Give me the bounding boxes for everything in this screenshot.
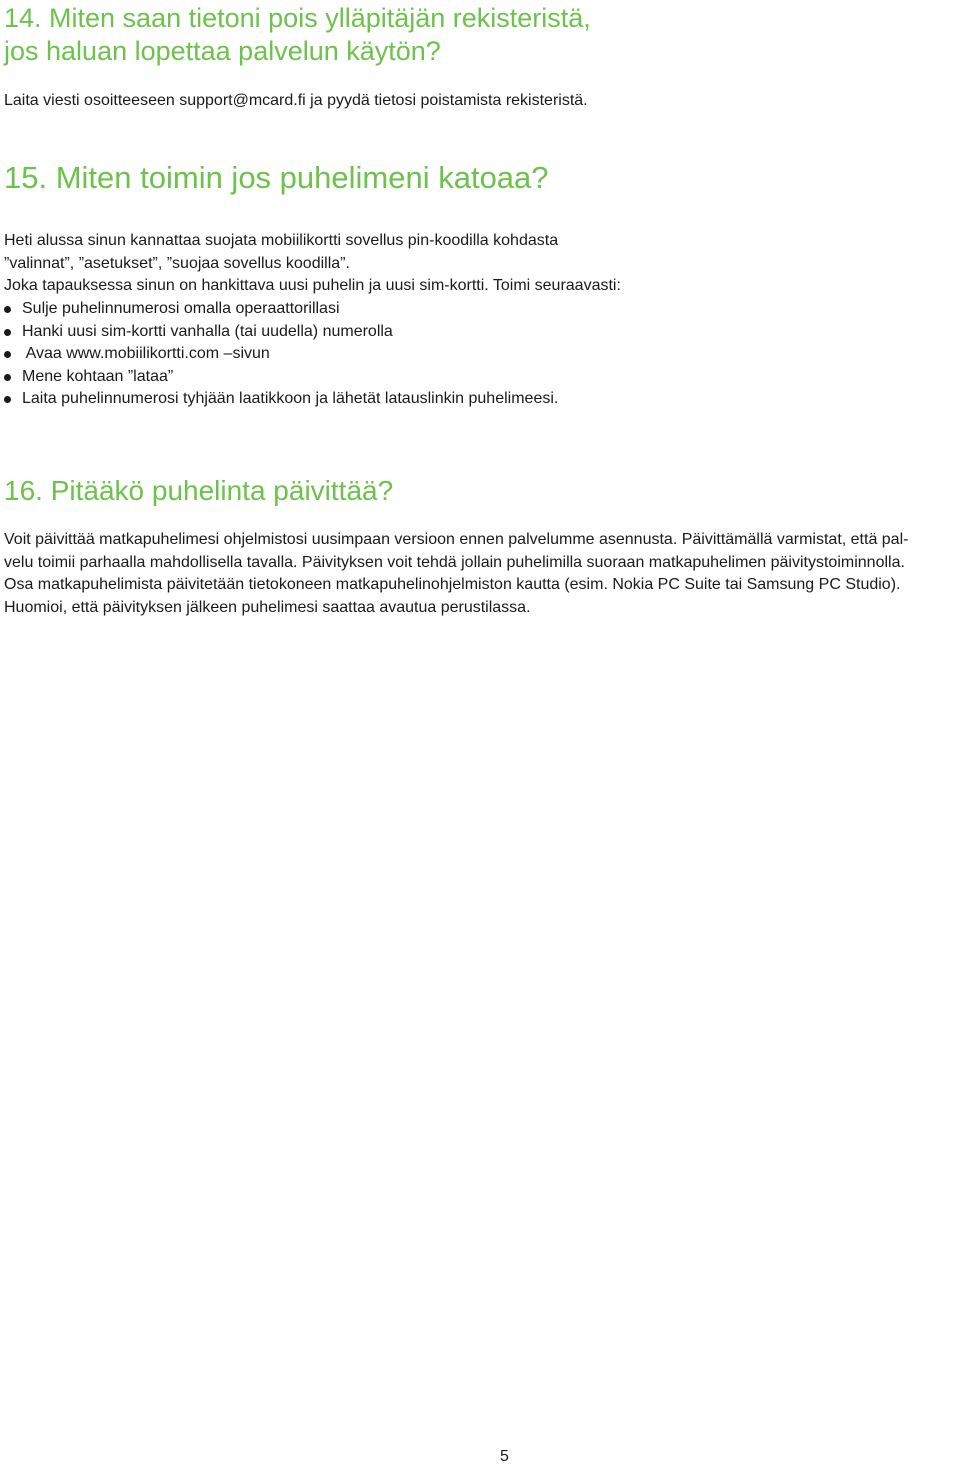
section-16-line: Voit päivittää matkapuhelimesi ohjelmistosi uusimpaan versioon ennen palvelumme asennusta. Päivittämällä varmistat, että pal- (4, 531, 909, 548)
list-item (4, 298, 558, 321)
section-14-body: Laita viesti osoitteeseen support@mcard.fi ja pyydä tietosi poistamista rekisteristä. (4, 92, 588, 109)
list-item-text: Mene kohtaan ”lataa” (22, 367, 174, 385)
list-item-text: Sulje puhelinnumerosi omalla operaattorillasi (22, 300, 340, 317)
bullet-icon (4, 351, 11, 358)
section-16-line: Huomioi, että päivityksen jälkeen puhelimesi saattaa avautua perustilassa. (4, 598, 531, 616)
bullet-icon (4, 396, 11, 403)
list-item (4, 343, 558, 366)
section-15-body (4, 230, 934, 298)
list-item (4, 366, 558, 389)
section-14-heading (4, 2, 591, 68)
section-14-heading-line2: jos haluan lopettaa palvelun käytön? (4, 36, 441, 66)
list-item-text: Laita puhelinnumerosi tyhjään laatikkoon ja lähetät latauslinkin puhelimeesi. (22, 390, 559, 408)
section-15-steps-list (4, 298, 558, 411)
section-16-body (4, 529, 956, 619)
section-14-heading-line1: 14. Miten saan tietoni pois ylläpitäjän rekisteristä, (4, 3, 591, 33)
page-number: 5 (500, 1448, 509, 1465)
section-16-heading: 16. Pitääkö puhelinta päivittää? (4, 475, 394, 506)
list-item (4, 388, 558, 411)
list-item-text: Hanki uusi sim-kortti vanhalla (tai uudella) numerolla (22, 322, 393, 340)
list-item-text: Avaa www.mobiilikortti.com –sivun (22, 345, 270, 363)
section-15-line3: Joka tapauksessa sinun on hankittava uusi puhelin ja uusi sim-kortti. Toimi seuraavasti: (4, 277, 621, 295)
section-16-line: Osa matkapuhelimista päivitetään tietokoneen matkapuhelinohjelmiston kautta (esim. Nokia PC Suite tai Samsung PC Studio). (4, 576, 901, 594)
section-15-line1: Heti alussa sinun kannattaa suojata mobiilikortti sovellus pin-koodilla kohdasta (4, 232, 559, 249)
list-item (4, 321, 558, 344)
section-15-heading: 15. Miten toimin jos puhelimeni katoaa? (4, 160, 549, 195)
bullet-icon (4, 306, 11, 313)
section-16-line: velu toimii parhaalla mahdollisella tavalla. Päivityksen voit tehdä jollain puhelimilla suoraan matkapuhelimen päivitystoiminnolla. (4, 553, 905, 571)
section-15-line2: ”valinnat”, ”asetukset”, ”suojaa sovellus koodilla”. (4, 254, 350, 272)
bullet-icon (4, 329, 11, 336)
bullet-icon (4, 374, 11, 381)
